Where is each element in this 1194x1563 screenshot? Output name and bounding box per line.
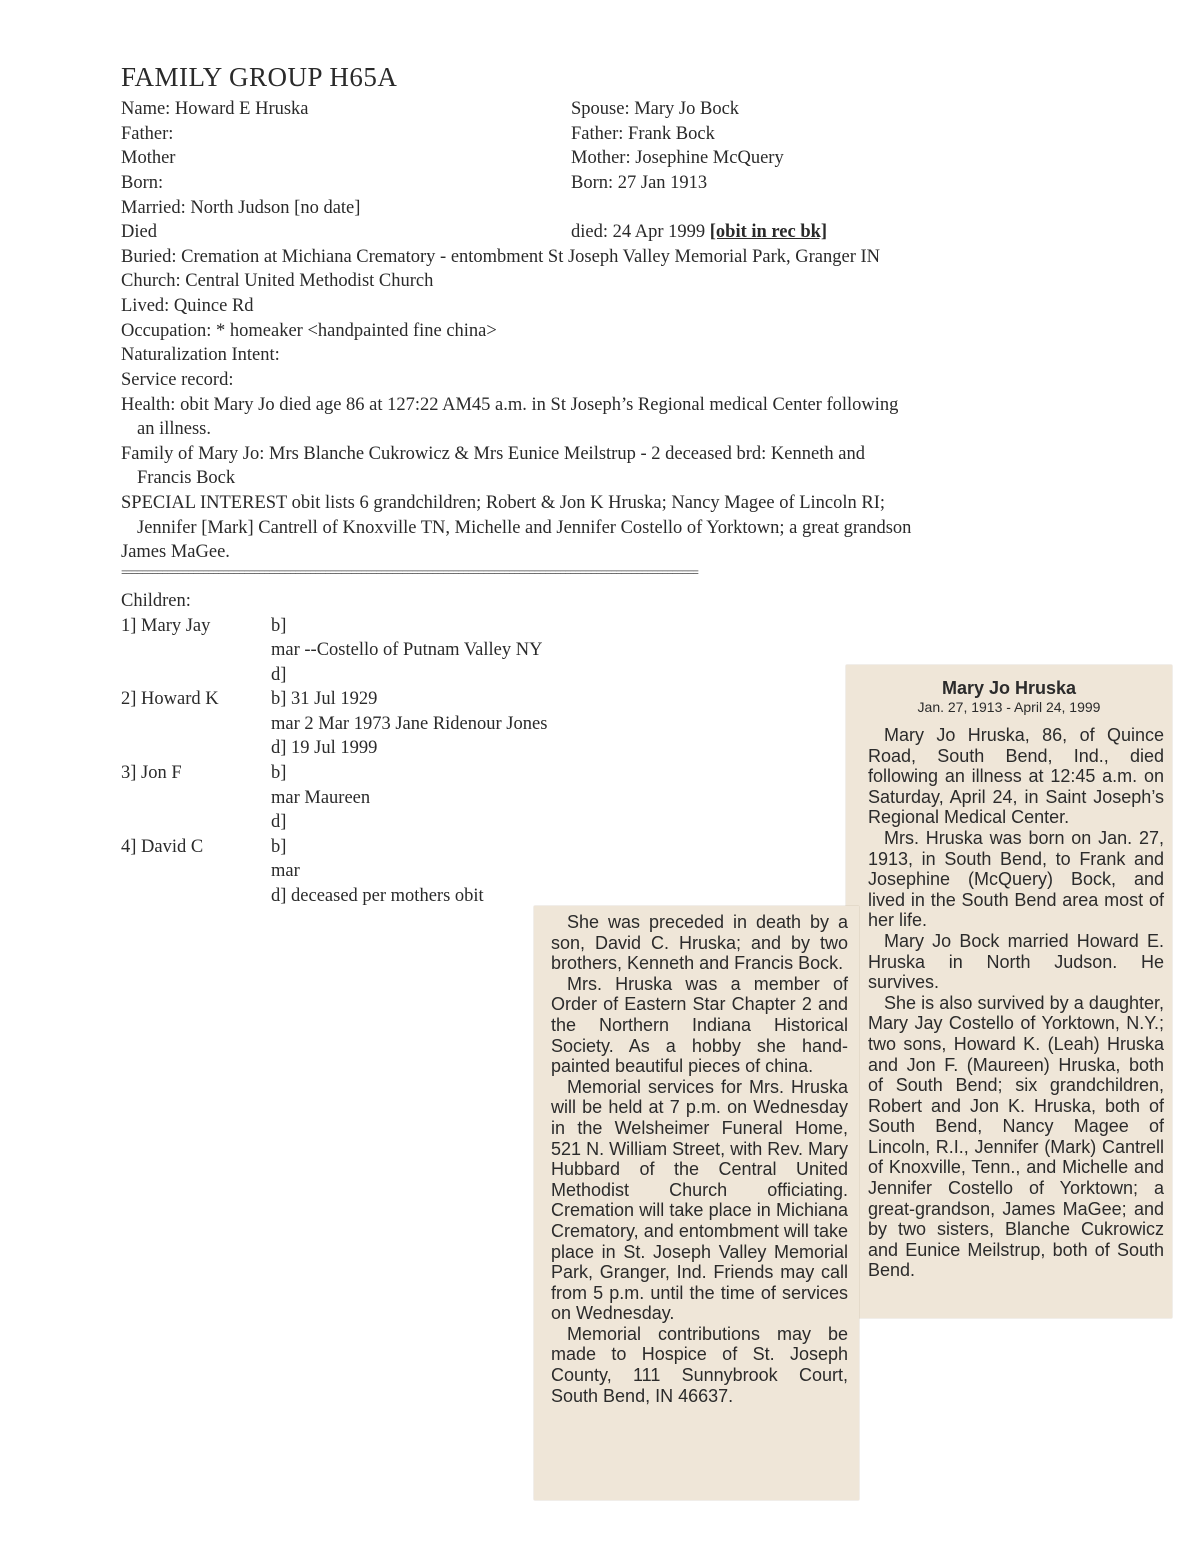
field-name: Name: Howard E Hruska (121, 99, 309, 119)
children-label: Children: (121, 591, 191, 611)
child-name: 4] David C (121, 837, 204, 857)
obituary-paragraph: Mrs. Hruska was a member of Order of Eastern Star Chapter 2 and the Northern Indiana Historical Society. As a hobby she hand-painted beautiful pieces of china. (551, 973, 848, 1077)
field-married: Married: North Judson [no date] (121, 198, 361, 218)
field-special-line1: SPECIAL INTEREST obit lists 6 grandchildren; Robert & Jon K Hruska; Nancy Magee of Lincoln RI; (121, 493, 886, 513)
separator-line: ================================================================================================================= (121, 568, 698, 580)
obituary-clipping-continued (534, 906, 859, 1500)
child-died: d] (271, 665, 287, 685)
obituary-clipping-main (846, 665, 1172, 1318)
obituary-paragraph: She is also survived by a daughter, Mary Jay Costello of Yorktown, N.Y.; two sons, Howard K. (Leah) Hruska and Jon F. (Maureen) Hruska, both of South Bend; six grandchildren, Robert and Jon K. Hruska, both of South Bend, Nancy Magee of Lincoln, R.I., Jennifer (Mark) Cantrell of Knoxville, Tenn., and Michelle and Jennifer Costello of Yorktown; a great-grandson, James MaGee; and by two sisters, Blanche Cukrowicz and Eunice Meilstrup, both of South Bend. (868, 992, 1164, 1281)
child-married: mar Maureen (271, 788, 371, 808)
obituary-paragraph: Mary Jo Bock married Howard E. Hruska in North Judson. He survives. (868, 930, 1164, 993)
child-died: d] deceased per mothers obit (271, 886, 484, 906)
field-spouse: Spouse: Mary Jo Bock (571, 99, 740, 119)
died-text: died: 24 Apr 1999 (571, 222, 710, 242)
field-family-line2: Francis Bock (137, 468, 236, 488)
page-title: FAMILY GROUP H65A (121, 62, 398, 92)
field-spouse-father: Father: Frank Bock (571, 124, 715, 144)
child-born: b] (271, 616, 287, 636)
field-church: Church: Central United Methodist Church (121, 271, 434, 291)
field-health-line2: an illness. (137, 419, 211, 439)
obituary-paragraph: Mrs. Hruska was born on Jan. 27, 1913, in South Bend, to Frank and Josephine (McQuery) Bock, and lived in the South Bend area most of her life. (868, 827, 1164, 931)
field-mother: Mother (121, 148, 176, 168)
child-name: 2] Howard K (121, 689, 219, 709)
child-married: mar 2 Mar 1973 Jane Ridenour Jones (271, 714, 548, 734)
field-lived: Lived: Quince Rd (121, 296, 254, 316)
field-family-line1: Family of Mary Jo: Mrs Blanche Cukrowicz & Mrs Eunice Meilstrup - 2 deceased brd: Kenneth and (121, 444, 865, 464)
child-died: d] 19 Jul 1999 (271, 738, 378, 758)
obituary-dates: Jan. 27, 1913 - April 24, 1999 (917, 699, 1101, 715)
child-married: mar --Costello of Putnam Valley NY (271, 640, 543, 660)
field-spouse-died (571, 220, 827, 244)
child-name: 1] Mary Jay (121, 616, 211, 636)
field-special-line3: James MaGee. (121, 542, 230, 562)
field-naturalization: Naturalization Intent: (121, 345, 280, 365)
child-born: b] 31 Jul 1929 (271, 689, 378, 709)
field-buried: Buried: Cremation at Michiana Crematory - entombment St Joseph Valley Memorial Park, Granger IN (121, 247, 881, 267)
field-special-line2: Jennifer [Mark] Cantrell of Knoxville TN, Michelle and Jennifer Costello of Yorktown; a great grandson (137, 518, 912, 538)
child-married: mar (271, 861, 300, 881)
field-father: Father: (121, 124, 174, 144)
obit-link[interactable]: [obit in rec bk] (709, 222, 828, 242)
field-service-record: Service record: (121, 370, 234, 390)
field-died: Died (121, 222, 157, 242)
child-died: d] (271, 812, 287, 832)
obituary-paragraph: She was preceded in death by a son, David C. Hruska; and by two brothers, Kenneth and Francis Bock. (551, 912, 848, 974)
obituary-paragraph: Memorial services for Mrs. Hruska will be held at 7 p.m. on Wednesday in the Welsheimer Funeral Home, 521 N. William Street, with Rev. Mary Hubbard of the Central United Methodist Church officiating. Cremation will take place in Michiana Crematory, and entombment will take place in St. Joseph Valley Memorial Park, Granger, Ind. Friends may call from 5 p.m. until the time of services on Wednesday. (551, 1076, 848, 1324)
field-spouse-mother: Mother: Josephine McQuery (571, 148, 784, 168)
child-born: b] (271, 763, 287, 783)
field-spouse-born: Born: 27 Jan 1913 (571, 173, 708, 193)
child-born: b] (271, 837, 287, 857)
field-occupation: Occupation: * homeaker <handpainted fine china> (121, 321, 497, 341)
field-born: Born: (121, 173, 164, 193)
obituary-name: Mary Jo Hruska (941, 678, 1077, 698)
obituary-paragraph: Memorial contributions may be made to Hospice of St. Joseph County, 111 Sunnybrook Court, South Bend, IN 46637. (551, 1323, 848, 1406)
child-name: 3] Jon F (121, 763, 182, 783)
obituary-paragraph: Mary Jo Hruska, 86, of Quince Road, South Bend, Ind., died following an illness at 12:45 a.m. on Saturday, April 24, in Saint Joseph’s Regional Medical Center. (868, 725, 1164, 828)
field-health-line1: Health: obit Mary Jo died age 86 at 127:22 AM45 a.m. in St Joseph’s Regional medical Center following (121, 395, 899, 415)
